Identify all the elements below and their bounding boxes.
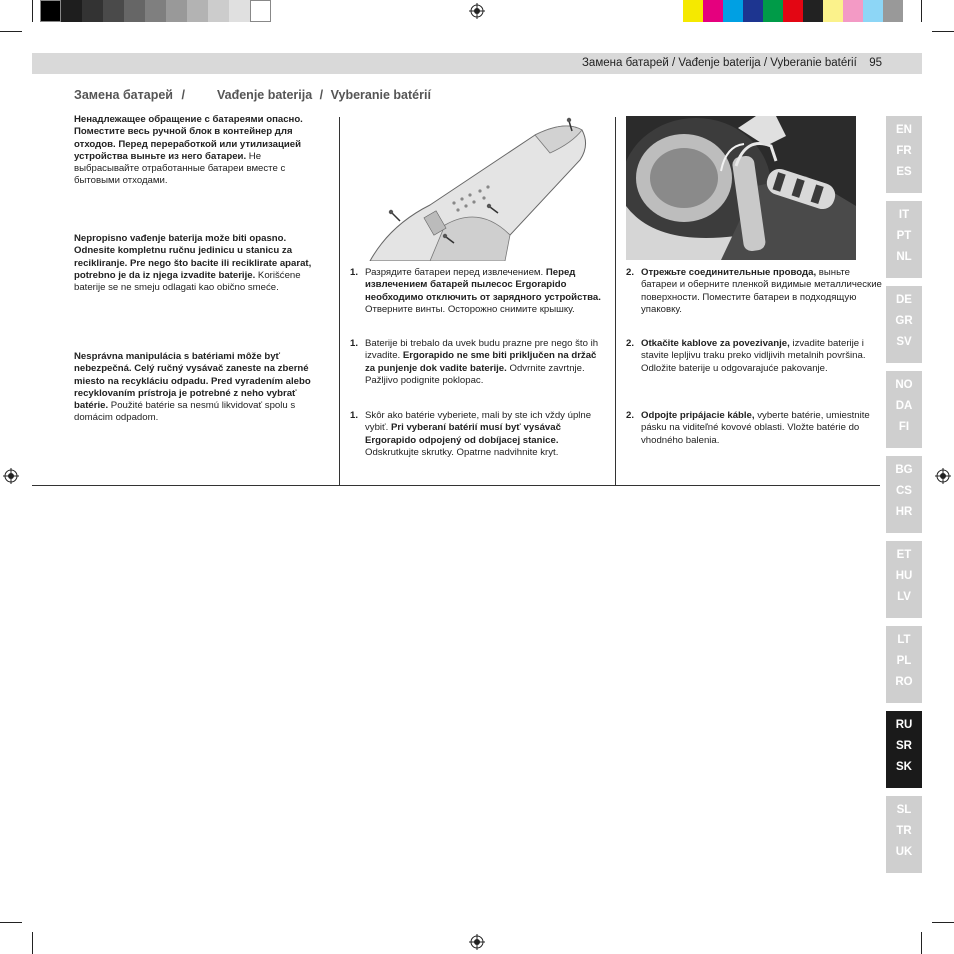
running-header-text (582, 57, 882, 69)
color-swatch (703, 0, 723, 22)
separator: / (672, 57, 676, 69)
page-number: 95 (869, 57, 882, 69)
step-1-ru-text-a: Разрядите батареи перед извлечением. (365, 267, 546, 278)
step-2-sr-text: izvadite baterije i stavite lepljivu traku preko vidljivih metalnih površina. Odložite baterije u odgovarajuće pakovanje. (641, 338, 866, 374)
gray-swatch (103, 0, 124, 22)
warning-sk-normal: Použité batérie sa nesmú likvidovať spolu s domácim odpadom. (74, 400, 296, 424)
section-title-sr: Vađenje baterija (217, 88, 313, 102)
color-swatch (743, 0, 763, 22)
crop-mark (921, 932, 922, 954)
language-code-fr[interactable]: FR (896, 145, 912, 157)
language-code-sl[interactable]: SL (896, 804, 912, 816)
language-code-sr[interactable]: SR (896, 740, 912, 752)
language-code-es[interactable]: ES (896, 166, 912, 178)
crop-mark (921, 0, 922, 22)
step-1-ru-text-b: Отверните винты. Осторожно снимите крышку. (365, 303, 575, 315)
warning-ru-bold: Ненадлежащее обращение с батареями опасно. Поместите весь ручной блок в контейнер для отходов. Перед переработкой или утилизацией устройства выньте из него батареи. (74, 114, 303, 162)
step-1-sk-text-b: Odskrutkujte skrutky. Opatrne nadvihnite kryt. (365, 446, 559, 458)
step-number: 2. (626, 410, 635, 421)
language-code-de[interactable]: DE (896, 294, 912, 306)
gray-swatch (166, 0, 187, 22)
registration-mark-icon (935, 468, 951, 484)
language-tab-group[interactable] (886, 541, 922, 618)
language-code-fi[interactable]: FI (898, 421, 910, 433)
warning-ru-normal: Не выбрасывайте отработанные батареи вместе с бытовыми отходами. (74, 150, 286, 187)
color-swatch (783, 0, 803, 22)
color-swatch (763, 0, 783, 22)
battery-pack-photo (626, 116, 856, 260)
step-number: 1. (350, 410, 359, 421)
separator: / (181, 88, 185, 102)
language-code-hr[interactable]: HR (895, 506, 913, 518)
separator: / (319, 88, 324, 102)
step-2-sr-bold: Otkačite kablove za povezivanje, (641, 338, 790, 349)
step-1-sr (350, 338, 608, 387)
step-1-ru (350, 267, 608, 316)
language-tab-group[interactable] (886, 371, 922, 448)
running-title-sk: Vyberanie batérií (770, 57, 857, 69)
step-2-ru (626, 267, 882, 316)
step-2-sk-bold: Odpojte pripájacie káble, (641, 410, 755, 421)
warning-ru (74, 114, 328, 188)
running-title-sr: Vađenje baterija (678, 57, 761, 69)
step-2-ru-text: выньте батареи и оберните пленкой видимые металлические поверхности. Поместите батареи в подходящую упаковку. (641, 267, 882, 315)
warning-sr (74, 233, 328, 294)
language-code-ro[interactable]: RO (895, 676, 913, 688)
language-code-cs[interactable]: CS (896, 485, 912, 497)
language-code-gr[interactable]: GR (895, 315, 913, 327)
running-title-ru: Замена батарей (581, 57, 669, 69)
separator: / (763, 57, 768, 69)
section-bottom-rule (32, 485, 880, 486)
language-tab-group[interactable] (886, 286, 922, 363)
running-header (32, 53, 922, 74)
section-title-sk: Vyberanie batérií (330, 88, 431, 102)
column-divider (339, 117, 340, 486)
registration-mark-icon (469, 3, 485, 19)
section-title-secondary (217, 88, 431, 102)
step-number: 2. (626, 338, 635, 349)
gray-swatch (229, 0, 250, 22)
language-code-en[interactable]: EN (896, 124, 912, 136)
language-code-hu[interactable]: HU (895, 570, 913, 582)
language-tab-group[interactable] (886, 456, 922, 533)
step-2-sr (626, 338, 882, 375)
crop-mark (932, 31, 954, 32)
gray-swatch (208, 0, 229, 22)
step-1-ru-bold: Перед извлечением батарей пылесос Ergorapido необходимо отключить от зарядного устройства. (365, 267, 601, 303)
step-1-sk-bold: Pri vyberaní batérií musí byť vysávač Ergorapido odpojený od dobíjacej stanice. (365, 422, 561, 446)
language-code-bg[interactable]: BG (895, 464, 913, 476)
step-2-sk-text: vyberte batérie, umiestnite pásku na viditeľné kovové oblasti. Vložte batérie do vhodného balenia. (641, 410, 870, 446)
vacuum-handle-illustration (350, 115, 612, 261)
language-code-uk[interactable]: UK (895, 846, 913, 858)
step-1-sr-bold: Ergorapido ne sme biti priključen na držač za punjenje dok vadite baterije. (365, 350, 597, 374)
step-number: 1. (350, 338, 359, 349)
step-2-ru-bold: Отрежьте соединительные провода, (641, 267, 817, 278)
warning-sr-bold: Nepropisno vađenje baterija može biti opasno. Odnesite kompletnu ručnu jedinicu u stanicu za recikliranje. Pre nego što bacite ili reciklirate aparat, potrebno je da iz njega izvadite baterije. (74, 233, 312, 281)
crop-mark (0, 31, 22, 32)
step-1-sk (350, 410, 608, 459)
gray-swatch (187, 0, 208, 22)
step-2-sk (626, 410, 882, 447)
warning-sr-normal: Korišćene baterije se ne smeju odlagati kao obično smeće. (74, 269, 301, 294)
section-title-ru: Замена батарей (74, 88, 173, 102)
crop-mark (32, 0, 33, 22)
crop-mark (932, 922, 954, 923)
step-1-sr-text-a: Baterije bi trebalo da uvek budu prazne pre nego što ih izvadite. (365, 338, 599, 362)
language-tab-group[interactable] (886, 711, 922, 788)
color-swatch (823, 0, 843, 22)
language-code-da[interactable]: DA (895, 400, 913, 412)
gray-swatch (124, 0, 145, 22)
language-code-no[interactable]: NO (895, 379, 913, 391)
language-code-pl[interactable]: PL (896, 655, 912, 667)
language-tab-group[interactable] (886, 626, 922, 703)
step-number: 1. (350, 267, 359, 278)
language-code-sk[interactable]: SK (896, 761, 912, 773)
gray-swatch (40, 0, 61, 22)
language-code-tr[interactable]: TR (896, 825, 912, 837)
step-1-sk-text-a: Skôr ako batérie vyberiete, mali by ste ich vždy úplne vybiť. (365, 410, 592, 434)
language-code-lt[interactable]: LT (897, 634, 911, 646)
language-code-sv[interactable]: SV (896, 336, 912, 348)
language-code-it[interactable]: IT (898, 209, 910, 221)
warning-sk-bold: Nesprávna manipulácia s batériami môže byť nebezpečná. Celý ručný vysávač zaneste na zberné miesto na recykláciu odpadu. Pred vyradením alebo recyklovaním prístroja je potrebné z neho vybrať batérie. (74, 351, 311, 412)
step-number: 2. (626, 267, 635, 278)
warning-sk (74, 351, 328, 425)
registration-mark-icon (469, 934, 485, 950)
color-swatch (683, 0, 703, 22)
language-tab-group[interactable] (886, 201, 922, 278)
language-code-nl[interactable]: NL (896, 251, 912, 263)
color-swatch (803, 0, 823, 22)
color-swatch (863, 0, 883, 22)
column-divider (615, 117, 616, 486)
gray-swatch (145, 0, 166, 22)
language-code-lv[interactable]: LV (897, 591, 911, 603)
crop-mark (32, 932, 33, 954)
language-code-pt[interactable]: PT (896, 230, 912, 242)
step-1-sr-text-b: Odvrnite zavrtnje. Pažljivo podignite poklopac. (365, 362, 585, 386)
gray-swatch (61, 0, 82, 22)
language-tab-group[interactable] (886, 796, 922, 873)
color-swatch (843, 0, 863, 22)
language-tab-group[interactable] (886, 116, 922, 193)
language-code-ru[interactable]: RU (895, 719, 913, 731)
registration-mark-icon (3, 468, 19, 484)
language-code-et[interactable]: ET (896, 549, 912, 561)
crop-mark (0, 922, 22, 923)
section-title (74, 88, 185, 102)
gray-swatch (250, 0, 271, 22)
color-swatch (723, 0, 743, 22)
gray-swatch (82, 0, 103, 22)
color-swatch (883, 0, 903, 22)
